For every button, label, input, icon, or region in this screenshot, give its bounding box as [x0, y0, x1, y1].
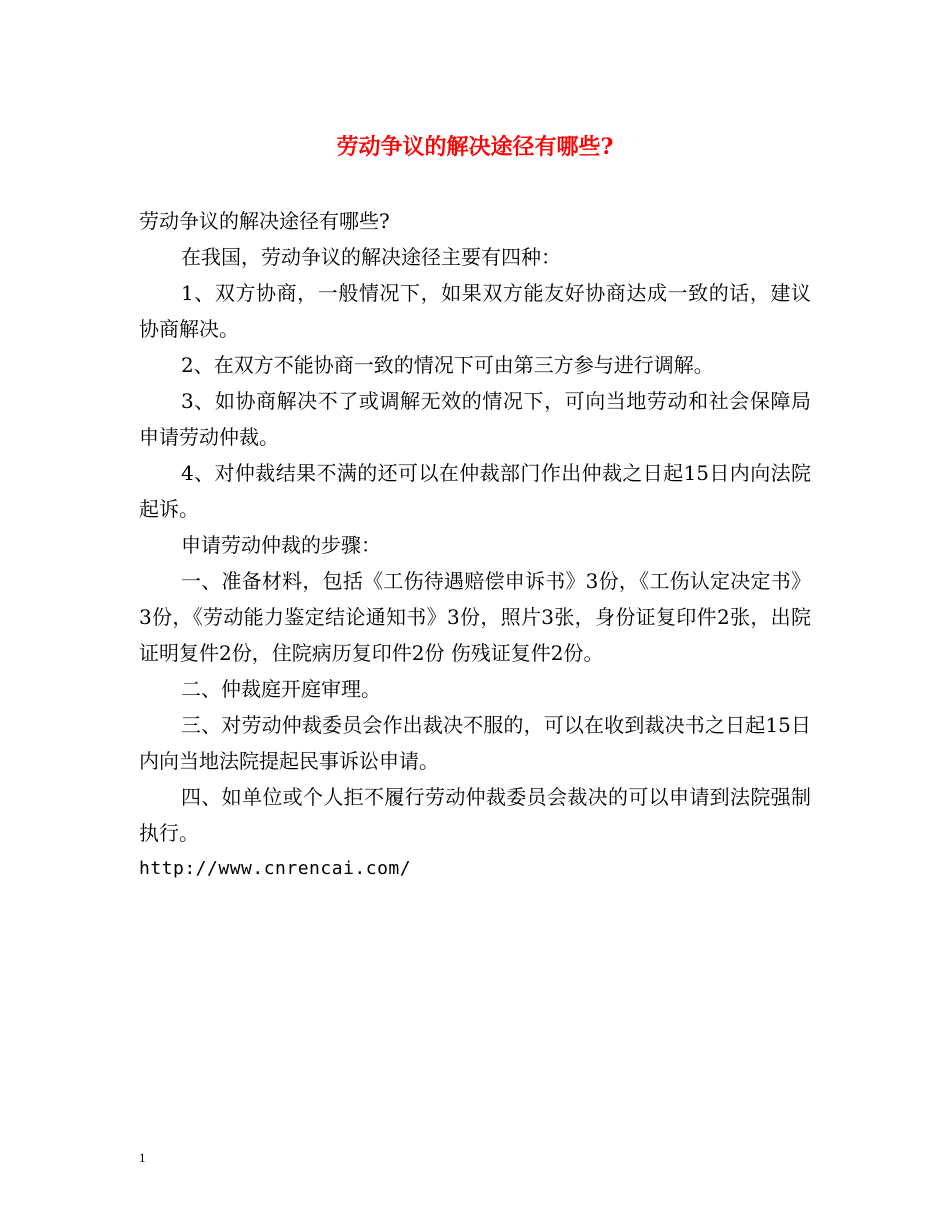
subtitle-paragraph: 劳动争议的解决途径有哪些?	[139, 209, 390, 233]
steps-heading-paragraph: 申请劳动仲裁的步骤：	[181, 533, 381, 557]
method-4-paragraph: 4、对仲裁结果不满的还可以在仲裁部门作出仲裁之日起15日内向法院起诉。	[139, 461, 811, 521]
document-title: 劳动争议的解决途径有哪些?	[336, 134, 614, 160]
page-number: 1	[139, 1150, 146, 1165]
document-body	[139, 203, 811, 887]
step-3-paragraph: 三、对劳动仲裁委员会作出裁决不服的，可以在收到裁决书之日起15日内向当地法院提起民事诉讼申请。	[139, 713, 811, 773]
method-3-paragraph: 3、如协商解决不了或调解无效的情况下，可向当地劳动和社会保障局申请劳动仲裁。	[139, 389, 811, 449]
step-4-paragraph: 四、如单位或个人拒不履行劳动仲裁委员会裁决的可以申请到法院强制执行。	[139, 785, 811, 845]
step-2-paragraph: 二、仲裁庭开庭审理。	[181, 677, 381, 701]
step-1-paragraph: 一、准备材料，包括《工伤待遇赔偿申诉书》3份，《工伤认定决定书》3份，《劳动能力鉴定结论通知书》3份，照片3张，身份证复印件2张，出院证明复件2份，住院病历复印件2份 伤残证复件2份。	[139, 569, 811, 665]
intro-paragraph: 在我国，劳动争议的解决途径主要有四种：	[181, 245, 561, 269]
method-2-paragraph: 2、在双方不能协商一致的情况下可由第三方参与进行调解。	[181, 353, 714, 377]
source-url: http://www.cnrencai.com/	[139, 858, 412, 879]
method-1-paragraph: 1、双方协商，一般情况下，如果双方能友好协商达成一致的话，建议协商解决。	[139, 281, 811, 341]
